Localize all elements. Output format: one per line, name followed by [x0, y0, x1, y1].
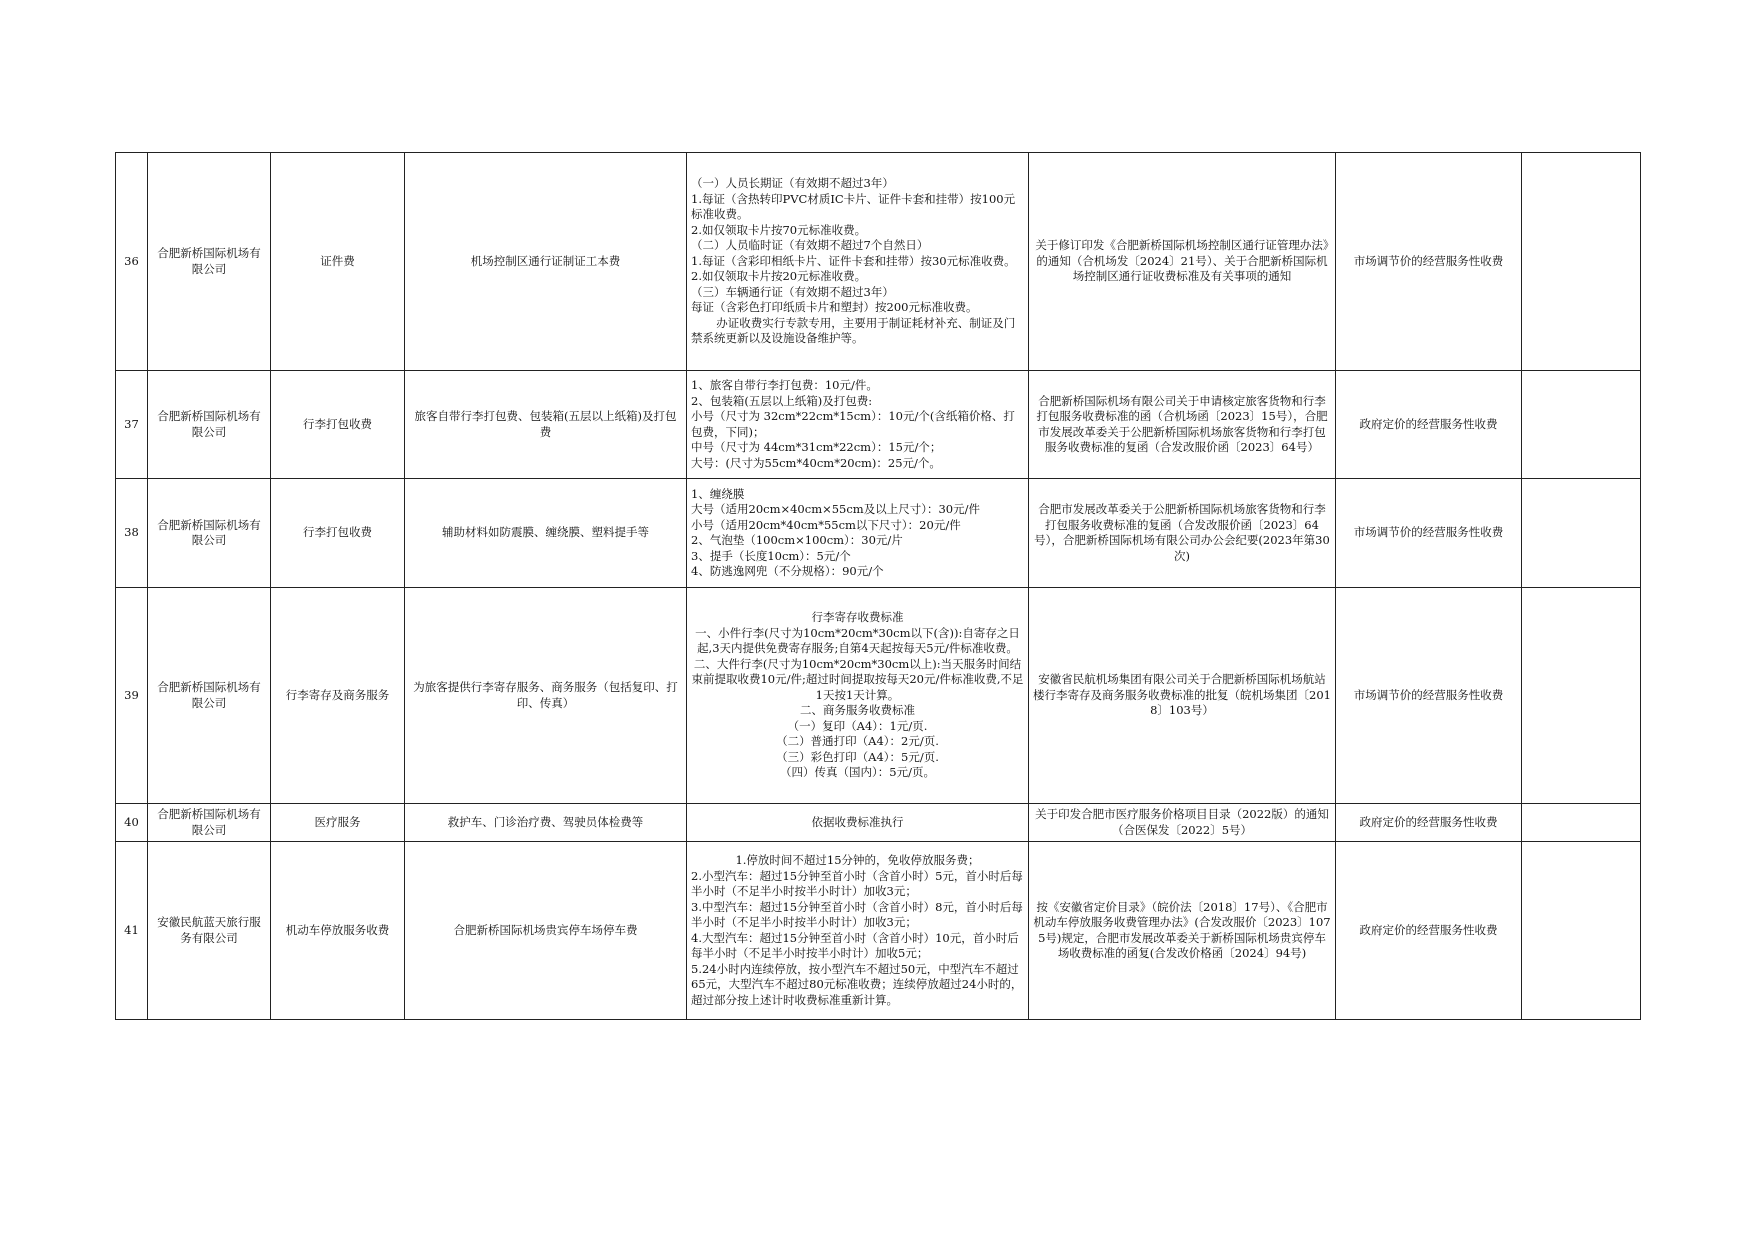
- standard-line: 办证收费实行专款专用，主要用于制证耗材补充、制证及门禁系统更新以及设施设备维护等。: [691, 315, 1016, 346]
- standard-line: 1.每证（含彩印相纸卡片、证件卡套和挂带）按30元标准收费。: [691, 253, 1016, 268]
- standard-line: （一）复印（A4）：1元/页.: [787, 718, 928, 733]
- table-row: [116, 804, 1641, 842]
- standard-line: （三）彩色打印（A4）：5元/页.: [776, 749, 939, 764]
- pricing-basis-cell: 安徽省民航机场集团有限公司关于合肥新桥国际机场航站楼行李寄存及商务服务收费标准的批复（皖机场集团〔2018〕103号）: [1029, 588, 1336, 804]
- remark-cell: [1522, 153, 1641, 371]
- standard-line: 5.24小时内连续停放，按小型汽车不超过50元，中型汽车不超过65元，大型汽车不超过80元标准收费；连续停放超过24小时的，超过部分按上述计时收费标准重新计算。: [691, 961, 1023, 1007]
- fee-item-cell: 行李打包收费: [271, 371, 405, 479]
- fee-nature-cell: 政府定价的经营服务性收费: [1336, 842, 1522, 1020]
- charge-standard-cell: [687, 371, 1029, 479]
- standard-line: （四）传真（国内）：5元/页。: [780, 765, 935, 780]
- standard-line: 4.大型汽车：超过15分钟至首小时（含首小时）10元，首小时后每半小时（不足半小时按半小时计）加收5元；: [691, 930, 1019, 960]
- standard-line: 小号（适用20cm*40cm*55cm以下尺寸）：20元/件: [691, 517, 961, 532]
- fee-nature-cell: 市场调节价的经营服务性收费: [1336, 588, 1522, 804]
- standard-line: 2.如仅领取卡片按70元标准收费。: [691, 222, 867, 237]
- standard-line: 依据收费标准执行: [811, 814, 904, 829]
- row-number: 37: [116, 371, 148, 479]
- charge-standard-cell: [687, 842, 1029, 1020]
- standard-line: 二、大件行李(尺寸为10cm*20cm*30cm以上):当天服务时间结束前提取收费10元/件;超过时间提取按每天20元/件标准收费,不足1天按1天计算。: [691, 656, 1024, 702]
- row-number: 39: [116, 588, 148, 804]
- table-row: [116, 842, 1641, 1020]
- service-content-cell: 为旅客提供行李寄存服务、商务服务（包括复印、打印、传真）: [405, 588, 687, 804]
- charge-standard-cell: [687, 479, 1029, 588]
- standard-line: 二、商务服务收费标准: [800, 703, 915, 718]
- standard-line: 一、小件行李(尺寸为10cm*20cm*30cm以下(含)):自寄存之日起,3天内提供免费寄存服务;自第4天起按每天5元/件标准收费。: [695, 625, 1020, 656]
- pricing-basis-cell: 关于修订印发《合肥新桥国际机场控制区通行证管理办法》的通知（合机场发〔2024〕21号）、关于合肥新桥国际机场控制区通行证收费标准及有关事项的通知: [1029, 153, 1336, 371]
- standard-line: 1、缠绕膜: [691, 486, 745, 501]
- fee-nature-cell: 市场调节价的经营服务性收费: [1336, 153, 1522, 371]
- standard-line: 大号（适用20cm×40cm×55cm及以上尺寸）：30元/件: [691, 502, 980, 516]
- charge-standard-cell: [687, 804, 1029, 842]
- standard-line: 小号（尺寸为 32cm*22cm*15cm）：10元/个(含纸箱价格、打包费，下同)；: [691, 409, 1015, 439]
- standard-line: 2.如仅领取卡片按20元标准收费。: [691, 269, 867, 284]
- row-number: 40: [116, 804, 148, 842]
- standard-line: 2.小型汽车：超过15分钟至首小时（含首小时）5元，首小时后每半小时（不足半小时按半小时计）加收3元；: [691, 868, 1023, 898]
- fee-item-cell: 医疗服务: [271, 804, 405, 842]
- standard-line: 3.中型汽车：超过15分钟至首小时（含首小时）8元，首小时后每半小时（不足半小时按半小时计）加收3元；: [691, 899, 1023, 929]
- pricing-basis-cell: 按《安徽省定价目录》（皖价法〔2018〕17号）、《合肥市机动车停放服务收费管理办法》(合发改服价〔2023〕1075号)规定，合肥市发展改革委关于新桥国际机场贵宾停车场收费标准的函复(合发改价格函〔2024〕94号): [1029, 842, 1336, 1020]
- standard-line: 每证（含彩色打印纸质卡片和塑封）按200元标准收费。: [691, 300, 978, 315]
- company-cell: 合肥新桥国际机场有限公司: [148, 153, 271, 371]
- service-content-cell: 机场控制区通行证制证工本费: [405, 153, 687, 371]
- remark-cell: [1522, 588, 1641, 804]
- service-content-cell: 旅客自带行李打包费、包装箱(五层以上纸箱)及打包费: [405, 371, 687, 479]
- company-cell: 安徽民航蓝天旅行服务有限公司: [148, 842, 271, 1020]
- table-row: [116, 371, 1641, 479]
- standard-line: （二）人员临时证（有效期不超过7个自然日）: [691, 238, 929, 253]
- table-row: [116, 588, 1641, 804]
- standard-line: 中号（尺寸为 44cm*31cm*22cm）：15元/个；: [691, 440, 942, 454]
- fee-table-body: [116, 153, 1641, 1020]
- standard-line: 2、气泡垫（100cm×100cm）：30元/片: [691, 533, 903, 547]
- charge-standard-cell: [687, 153, 1029, 371]
- charge-standard-cell: [687, 588, 1029, 804]
- standard-line: 行李寄存收费标准: [811, 610, 904, 625]
- fee-item-cell: 机动车停放服务收费: [271, 842, 405, 1020]
- pricing-basis-cell: 合肥市发展改革委关于公肥新桥国际机场旅客货物和行李打包服务收费标准的复函（合发改服价函〔2023〕64号），合肥新桥国际机场有限公司办公会纪要(2023年第30次): [1029, 479, 1336, 588]
- standard-line: （二）普通打印（A4）：2元/页.: [776, 734, 939, 749]
- standard-line: 大号：(尺寸为55cm*40cm*20cm)：25元/个。: [691, 455, 941, 470]
- standard-line: 3、提手（长度10cm）：5元/个: [691, 548, 851, 563]
- remark-cell: [1522, 804, 1641, 842]
- company-cell: 合肥新桥国际机场有限公司: [148, 588, 271, 804]
- fee-item-cell: 行李寄存及商务服务: [271, 588, 405, 804]
- standard-line: 2、包装箱(五层以上纸箱)及打包费:: [691, 393, 873, 408]
- row-number: 38: [116, 479, 148, 588]
- remark-cell: [1522, 479, 1641, 588]
- fee-table: [115, 152, 1641, 1020]
- remark-cell: [1522, 842, 1641, 1020]
- standard-line: 4、防逃逸网兜（不分规格）：90元/个: [691, 564, 884, 578]
- pricing-basis-cell: 合肥新桥国际机场有限公司关于申请核定旅客货物和行李打包服务收费标准的函（合机场函〔2023〕15号），合肥市发展改革委关于公肥新桥国际机场旅客货物和行李打包服务收费标准的复函（合发改服价函〔2023〕64号）: [1029, 371, 1336, 479]
- fee-nature-cell: 政府定价的经营服务性收费: [1336, 804, 1522, 842]
- row-number: 41: [116, 842, 148, 1020]
- company-cell: 合肥新桥国际机场有限公司: [148, 804, 271, 842]
- company-cell: 合肥新桥国际机场有限公司: [148, 371, 271, 479]
- table-row: [116, 153, 1641, 371]
- fee-nature-cell: 市场调节价的经营服务性收费: [1336, 479, 1522, 588]
- row-number: 36: [116, 153, 148, 371]
- remark-cell: [1522, 371, 1641, 479]
- fee-nature-cell: 政府定价的经营服务性收费: [1336, 371, 1522, 479]
- service-content-cell: 合肥新桥国际机场贵宾停车场停车费: [405, 842, 687, 1020]
- standard-line: 1、旅客自带行李打包费：10元/件。: [691, 378, 878, 392]
- fee-item-cell: 行李打包收费: [271, 479, 405, 588]
- standard-line: （一）人员长期证（有效期不超过3年）: [691, 176, 894, 191]
- company-cell: 合肥新桥国际机场有限公司: [148, 479, 271, 588]
- standard-line: 1.停放时间不超过15分钟的，免收停放服务费；: [735, 853, 980, 867]
- table-row: [116, 479, 1641, 588]
- service-content-cell: 辅助材料如防震膜、缠绕膜、塑料提手等: [405, 479, 687, 588]
- standard-line: 1.每证（含热转印PVC材质IC卡片、证件卡套和挂带）按100元标准收费。: [691, 191, 1016, 222]
- fee-item-cell: 证件费: [271, 153, 405, 371]
- service-content-cell: 救护车、门诊治疗费、驾驶员体检费等: [405, 804, 687, 842]
- standard-line: （三）车辆通行证（有效期不超过3年）: [691, 284, 894, 299]
- pricing-basis-cell: 关于印发合肥市医疗服务价格项目目录（2022版）的通知（合医保发〔2022〕5号）: [1029, 804, 1336, 842]
